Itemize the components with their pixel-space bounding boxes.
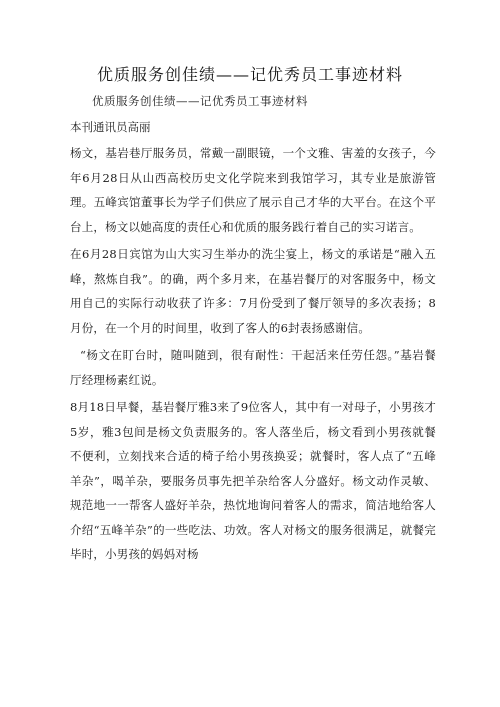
paragraph-2: 在6月28日宾馆为山大实习生举办的洗尘宴上，杨文的承诺是“融入五峰，熬炼自我”。的确，两个多月来，在基岩餐厅的对客服务中，杨文用自己的实际行动收获了许多：7月份受到了餐厅领导的多次表扬；8月份，在一个月的时间里，收到了客人的6封表扬感谢信。 <box>70 247 436 335</box>
document-subtitle: 优质服务创佳绩——记优秀员工事迹材料 <box>92 94 308 108</box>
paragraph-4: 8月18日早餐，基岩餐厅雅3来了9位客人，其中有一对母子，小男孩才5岁，雅3包间是杨文负责服务的。客人落坐后，杨文看到小男孩就餐不便利，立刻找来合适的椅子给小男孩换妥；就餐时，客人点了“五峰羊杂”，喝羊杂，要服务员事先把羊杂给客人分盛好。杨文动作灵敏、规范地一一帮客人盛好羊杂，热忱地询问着客人的需求，简洁地给客人介绍“五峰羊杂”的一些吃法、功效。客人对杨文的服务很满足，就餐完毕时，小男孩的妈妈对杨 <box>70 400 436 561</box>
byline: 本刊通讯员高丽 <box>70 120 151 134</box>
paragraph-1: 杨文，基岩巷厅服务员，常戴一副眼镜，一个文雅、害羞的女孩子，今年6月28日从山西高校历史文化学院来到我馆学习，其专业是旅游管理。五峰宾馆董事长为学子们供应了展示自己才华的大平台。在这个平台上，杨文以她高度的责任心和优质的服务践行着自己的实习诺言。 <box>70 146 436 234</box>
paragraph-3: “杨文在盯台时，随叫随到，很有耐性：干起活来任劳任怨。”基岩餐厅经理杨素红说。 <box>70 348 436 387</box>
document-body <box>70 141 436 570</box>
document-title: 优质服务创佳绩——记优秀员工事迹材料 <box>96 65 403 84</box>
